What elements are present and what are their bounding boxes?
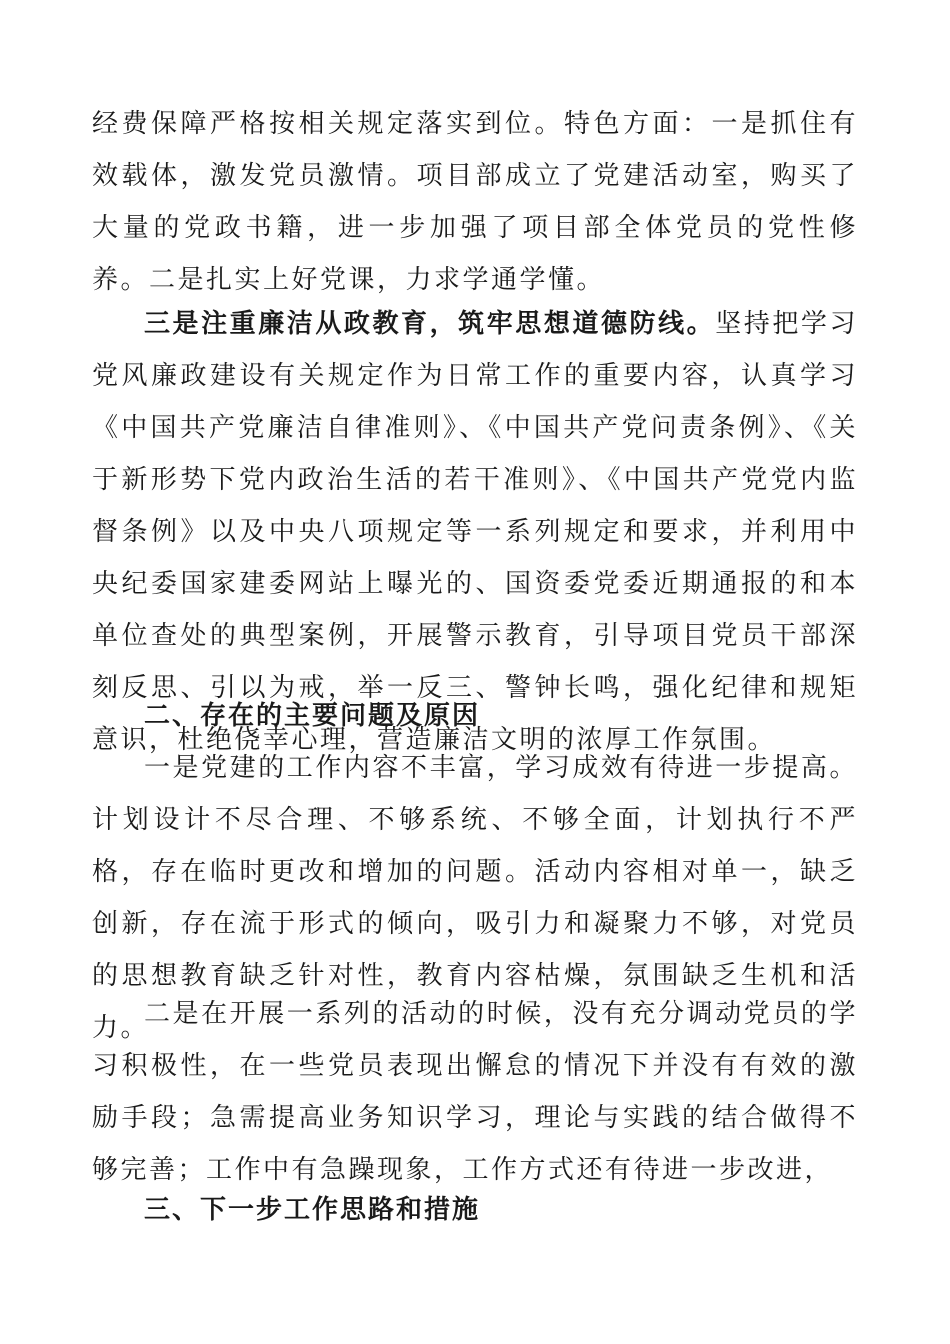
paragraph-lead-bold: 三是注重廉洁从政教育，筑牢思想道德防线。 <box>144 309 716 339</box>
section-heading-problems: 二、存在的主要问题及原因 <box>144 701 481 731</box>
paragraph-problem-two <box>92 988 858 1196</box>
paragraph-continued <box>92 98 858 306</box>
paragraph-text: 一是党建的工作内容不丰富，学习成效有待进一步提高。计划设计不尽合理、不够系统、不够全面，计划执行不严格，存在临时更改和增加的问题。活动内容相对单一，缺乏创新，存在流于形式的倾向，吸引力和凝聚力不够，对党员的思想教育缺乏针对性，教育内容枯燥，氛围缺乏生机和活力。 <box>92 753 858 1043</box>
section-heading-next-steps: 三、下一步工作思路和措施 <box>144 1195 481 1225</box>
paragraph-text: 经费保障严格按相关规定落实到位。特色方面：一是抓住有效载体，激发党员激情。项目部成立了党建活动室，购买了大量的党政书籍，进一步加强了项目部全体党员的党性修养。二是扎实上好党课，力求学通学懂。 <box>92 109 858 295</box>
paragraph-body: 坚持把学习党风廉政建设有关规定作为日常工作的重要内容，认真学习《中国共产党廉洁自律准则》、《中国共产党问责条例》、《关于新形势下党内政治生活的若干准则》、《中国共产党党内监督条例》以及中央八项规定等一系列规定和要求，并利用中央纪委国家建委网站上曝光的、国资委党委近期通报的和本单位查处的典型案例，开展警示教育，引导项目党员干部深刻反思、引以为戒，举一反三、警钟长鸣，强化纪律和规矩意识，杜绝侥幸心理，营造廉洁文明的浓厚工作氛围。 <box>92 309 858 755</box>
paragraph-text: 二是在开展一系列的活动的时候，没有充分调动党员的学习积极性，在一些党员表现出懈怠的情况下并没有有效的激励手段；急需提高业务知识学习，理论与实践的结合做得不够完善；工作中有急躁现象，工作方式还有待进一步改进， <box>92 999 858 1185</box>
